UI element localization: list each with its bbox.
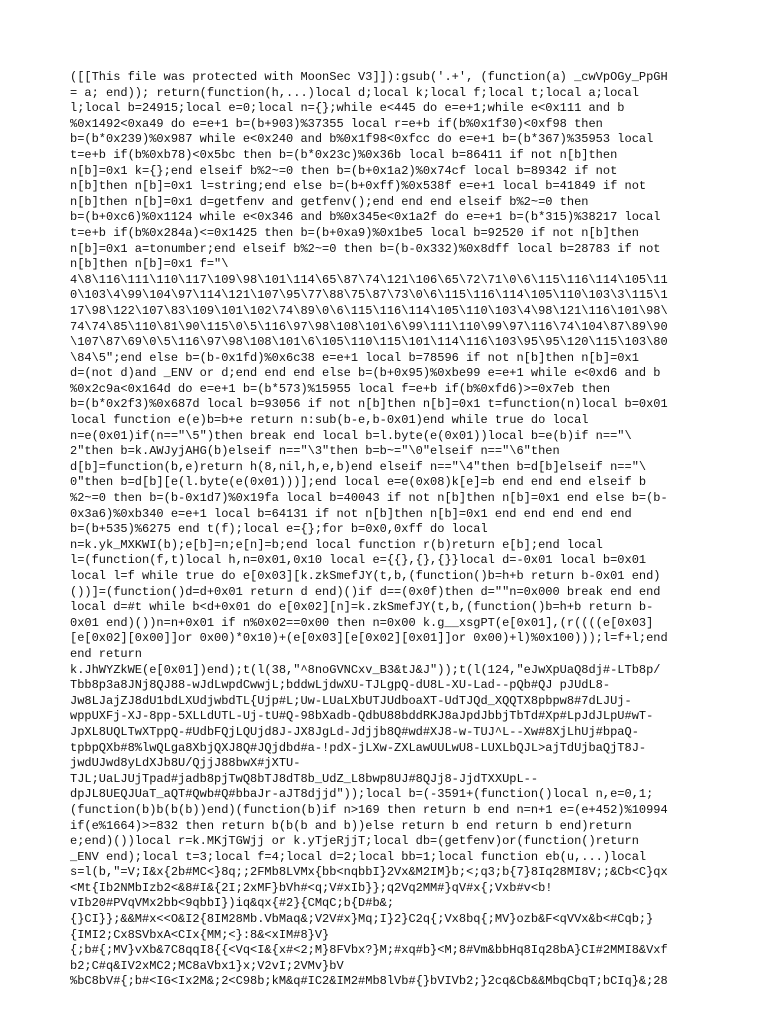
code-line: s=l(b,"=V;I&x{2b#MC<}8q;;2FMb8LVMx{bb<nqbbI}2Vx&M2IM}b;<;q3;b{7}8Iq28MI8V;;&Cb<C}qx (70, 865, 668, 880)
code-line: d[b]=function(b,e)return h(8,nil,h,e,b)end elseif n=="\4"then b=d[b]elseif n=="\ (70, 459, 647, 474)
code-line: {IMI2;Cx8SVbxA<CIx{MM;<}:8&<xIM#8}V} (70, 927, 330, 942)
code-line: {;b#{;MV}vXb&7C8qqI8{{<Vq<I&{x#<2;M}8FVbx?}M;#xq#b}<M;8#Vm&bbHq8Iq28bA}CI#2MMI8&Vxf (70, 943, 668, 958)
code-line: 0\103\4\99\104\97\114\121\107\95\77\88\75\87\73\0\6\115\116\114\105\110\103\3\115\1 (70, 288, 668, 303)
code-line: n[b]then n[b]=0x1 f="\ (70, 257, 229, 272)
obfuscated-lua-code-block (70, 70, 696, 990)
code-line: TJL;UaLJUjTpad#jadb8pjTwQ8bTJ8dT8b_UdZ_L8bwp8UJ#8QJj8-JjdTXXUpL-- (70, 771, 539, 786)
code-line: [e[0x02][0x00]]or 0x00)*0x10)+(e[0x03][e[0x02][0x01]]or 0x00)+l)%0x100)));l=f+l;end (70, 631, 668, 646)
code-line: 17\98\122\107\83\109\101\102\74\89\0\6\115\116\114\105\110\103\4\98\121\116\101\98\ (70, 303, 668, 318)
code-line: %0x2c9a<0x164d do e=e+1 b=(b*573)%15955 local f=e+b if(b%0xfd6)>=0x7eb then (70, 381, 611, 396)
code-line: k.JhWYZkWE(e[0x01])end);t(l(38,"^8noGVNCxv_B3&tJ&J"));t(l(124,"eJwXpUaQ8dj#-LTb8p/ (70, 662, 661, 677)
code-line: n[b]=0x1 a=tonumber;end elseif b%2~=0 then b=(b-0x332)%0x8dff local b=28783 if not (70, 241, 661, 256)
code-line: 0x3a6)%0xb340 e=e+1 local b=64131 if not n[b]then n[b]=0x1 end end end end end (70, 506, 632, 521)
code-line: <Mt{Ib2NMbIzb2<&8#I&{2I;2xMF}bVh#<q;V#xIb}};q2Vq2MM#}qV#x{;Vxb#v<b! (70, 880, 553, 895)
code-line: %bC8bV#{;b#<IG<Ix2M&;2<C98b;kM&q#IC2&IM2#Mb8lVb#{}bVIVb2;}2cq&Cb&&MbqCbqT;bCIq}&;28 (70, 974, 668, 989)
code-line: Jw8LJajZJ8dU1bdLXUdjwbdTL{Ujp#L;Uw-LUaLXbUTJUdboaXT-UdTJQd_XQQTX8pbpw8#7dLJUj- (70, 693, 632, 708)
code-line: l;local b=24915;local e=0;local n={};while e<445 do e=e+1;while e<0x111 and b (70, 101, 625, 116)
code-line: n[b]=0x1 k={};end elseif b%2~=0 then b=(b+0x1a2)%0x74cf local b=89342 if not (70, 163, 618, 178)
code-line: = a; end)); return(function(h,...)local d;local k;local f;local t;local a;local (70, 85, 639, 100)
code-line: b=(b+535)%6275 end t(f);local e={};for b=0x0,0xff do local (70, 522, 488, 537)
code-line: jwdUJwd8yLdXJb8U/QjjJ88bwX#jXTU- (70, 756, 301, 771)
code-line: {}CI}};&&M#x<<O&I2{8IM28Mb.VbMaq&;V2V#x}Mq;I}2}C2q{;Vx8bq{;MV}ozb&F<qVVx&b<#Cqb;} (70, 912, 654, 927)
code-line: t=e+b if(b%0x284a)<=0x1425 then b=(b+0xa9)%0x1be5 local b=92520 if not n[b]then (70, 225, 639, 240)
code-line: Tbb8p3a8JNj8QJ88-wJdLwpdCwwjL;bddwLjdwXU-TJLgpQ-dU8L-XU-Lad--pQb#QJ pJUdL8- (70, 678, 611, 693)
code-line: dpJL8UEQJUaT_aQT#Qwb#Q#bbaJr-aJT8djjd"));local b=(-3591+(function()local n,e=0,1; (70, 787, 654, 802)
code-line: n=e(0x01)if(n=="\5")then break end local b=l.byte(e(0x01))local b=e(b)if n=="\ (70, 428, 632, 443)
code-line: b2;C#q&IV2xMC2;MC8aVbx1}x;V2vI;2VMv}bV (70, 958, 344, 973)
code-line: %0x1492<0xa49 do e=e+1 b=(b+903)%37355 local r=e+b if(b%0x1f30)<0xf98 then (70, 116, 603, 131)
code-line: local function e(e)b=b+e return n:sub(b-e,b-0x01)end while true do local (70, 413, 589, 428)
code-line: local d=#t while b<d+0x01 do e[0x02][n]=k.zkSmefJY(t,b,(function()b=h+b return b- (70, 600, 654, 615)
code-line: d=(not d)and _ENV or d;end end end else b=(b+0x95)%0xbe99 e=e+1 while e<0xd6 and b (70, 366, 661, 381)
code-line: end return (70, 646, 143, 661)
code-line: (function(b)b(b(b))end)(function(b)if n>169 then return b end n=n+1 e=(e+452)%10994 (70, 802, 668, 817)
code-line: \107\87\69\0\5\116\97\98\108\101\6\105\110\115\101\114\116\103\95\95\120\115\103\80 (70, 335, 668, 350)
code-line: 0x01 end)())n=n+0x01 if n%0x02==0x00 then n=0x00 k.g__xsgPT(e[0x01],(r((((e[0x03] (70, 615, 654, 630)
code-line: e;end)())local r=k.MKjTGWjj or k.yTjeRjjT;local db=(getfenv)or(function()return (70, 834, 639, 849)
code-line: vIb20#PVqVMx2bb<9qbbI})iq&qx{#2}{CMqC;b{D#b&; (70, 896, 395, 911)
code-line: n[b]then n[b]=0x1 l=string;end else b=(b+0xff)%0x538f e=e+1 local b=41849 if not (70, 179, 647, 194)
code-line: %2~=0 then b=(b-0x1d7)%0x19fa local b=40043 if not n[b]then n[b]=0x1 end else b=(b- (70, 491, 668, 506)
code-line: \84\5";end else b=(b-0x1fd)%0x6c38 e=e+1 local b=78596 if not n[b]then n[b]=0x1 (70, 350, 639, 365)
code-line: JpXL8UQLTwXTppQ-#UdbFQjLQUjd8J-JX8JgLd-Jdjjb8Q#wd#XJ8-w-TUJ^L--Xw#8XjLhUj#bpaQ- (70, 724, 639, 739)
code-line: t=e+b if(b%0xb78)<0x5bc then b=(b*0x23c)%0x36b local b=86411 if not n[b]then (70, 147, 618, 162)
code-line: ([[This file was protected with MoonSec V3]]):gsub('.+', (function(a) _cwVpOGy_PpGH (70, 70, 668, 84)
code-line: _ENV end);local t=3;local f=4;local d=2;local bb=1;local function eb(u,...)local (70, 849, 647, 864)
code-line: ())]=(function()d=d+0x01 return d end)()if d==(0x0f)then d=""n=0x000 break end end (70, 584, 661, 599)
code-line: b=(b*0x239)%0x987 while e<0x240 and b%0x1f98<0xfcc do e=e+1 b=(b*367)%35953 local (70, 132, 654, 147)
code-line: 2"then b=k.AWJyjAHG(b)elseif n=="\3"then b=b~="\0"elseif n=="\6"then (70, 444, 560, 459)
code-line: if(e%1664)>=832 then return b(b(b and b))else return b end return b end)return (70, 818, 632, 833)
code-line: n=k.yk_MXKWI(b);e[b]=n;e[n]=b;end local function r(b)return e[b];end local (70, 537, 603, 552)
code-line: b=(b+0xc6)%0x1124 while e<0x346 and b%0x345e<0x1a2f do e=e+1 b=(b*315)%38217 local (70, 210, 661, 225)
code-line: 0"then b=d[b][e(l.byte(e(0x01)))];end local e=e(0x08)k[e]=b end end end elseif b (70, 475, 647, 490)
code-line: b=(b*0x2f3)%0x687d local b=93056 if not n[b]then n[b]=0x1 t=function(n)local b=0x01 (70, 397, 668, 412)
code-line: n[b]then n[b]=0x1 d=getfenv and getfenv();end end end elseif b%2~=0 then (70, 194, 589, 209)
code-line: l=(function(f,t)local h,n=0x01,0x10 local e={{},{},{}}local d=-0x01 local b=0x01 (70, 553, 647, 568)
code-line: 74\74\85\110\81\90\115\0\5\116\97\98\108\101\6\99\111\110\99\97\116\74\104\87\89\90 (70, 319, 668, 334)
code-line: tpbpQXb#8%lwQLga8XbjQXJ8Q#JQjdbd#a-!pdX-jLXw-ZXLawUULwU8-LUXLbQJL>ajTdUjbaQjT8J- (70, 740, 647, 755)
code-line: wppUXFj-XJ-8pp-5XLLdUTL-Uj-tU#Q-98bXadb-QdbU88bddRKJ8aJpdJbbjTbTd#Xp#LpJdJLpU#wT- (70, 709, 654, 724)
code-line: 4\8\116\111\110\117\109\98\101\114\65\87\74\121\106\65\72\71\0\6\115\116\114\105\11 (70, 272, 668, 287)
code-line: local l=f while true do e[0x03][k.zkSmefJY(t,b,(function()b=h+b return b-0x01 end) (70, 569, 661, 583)
